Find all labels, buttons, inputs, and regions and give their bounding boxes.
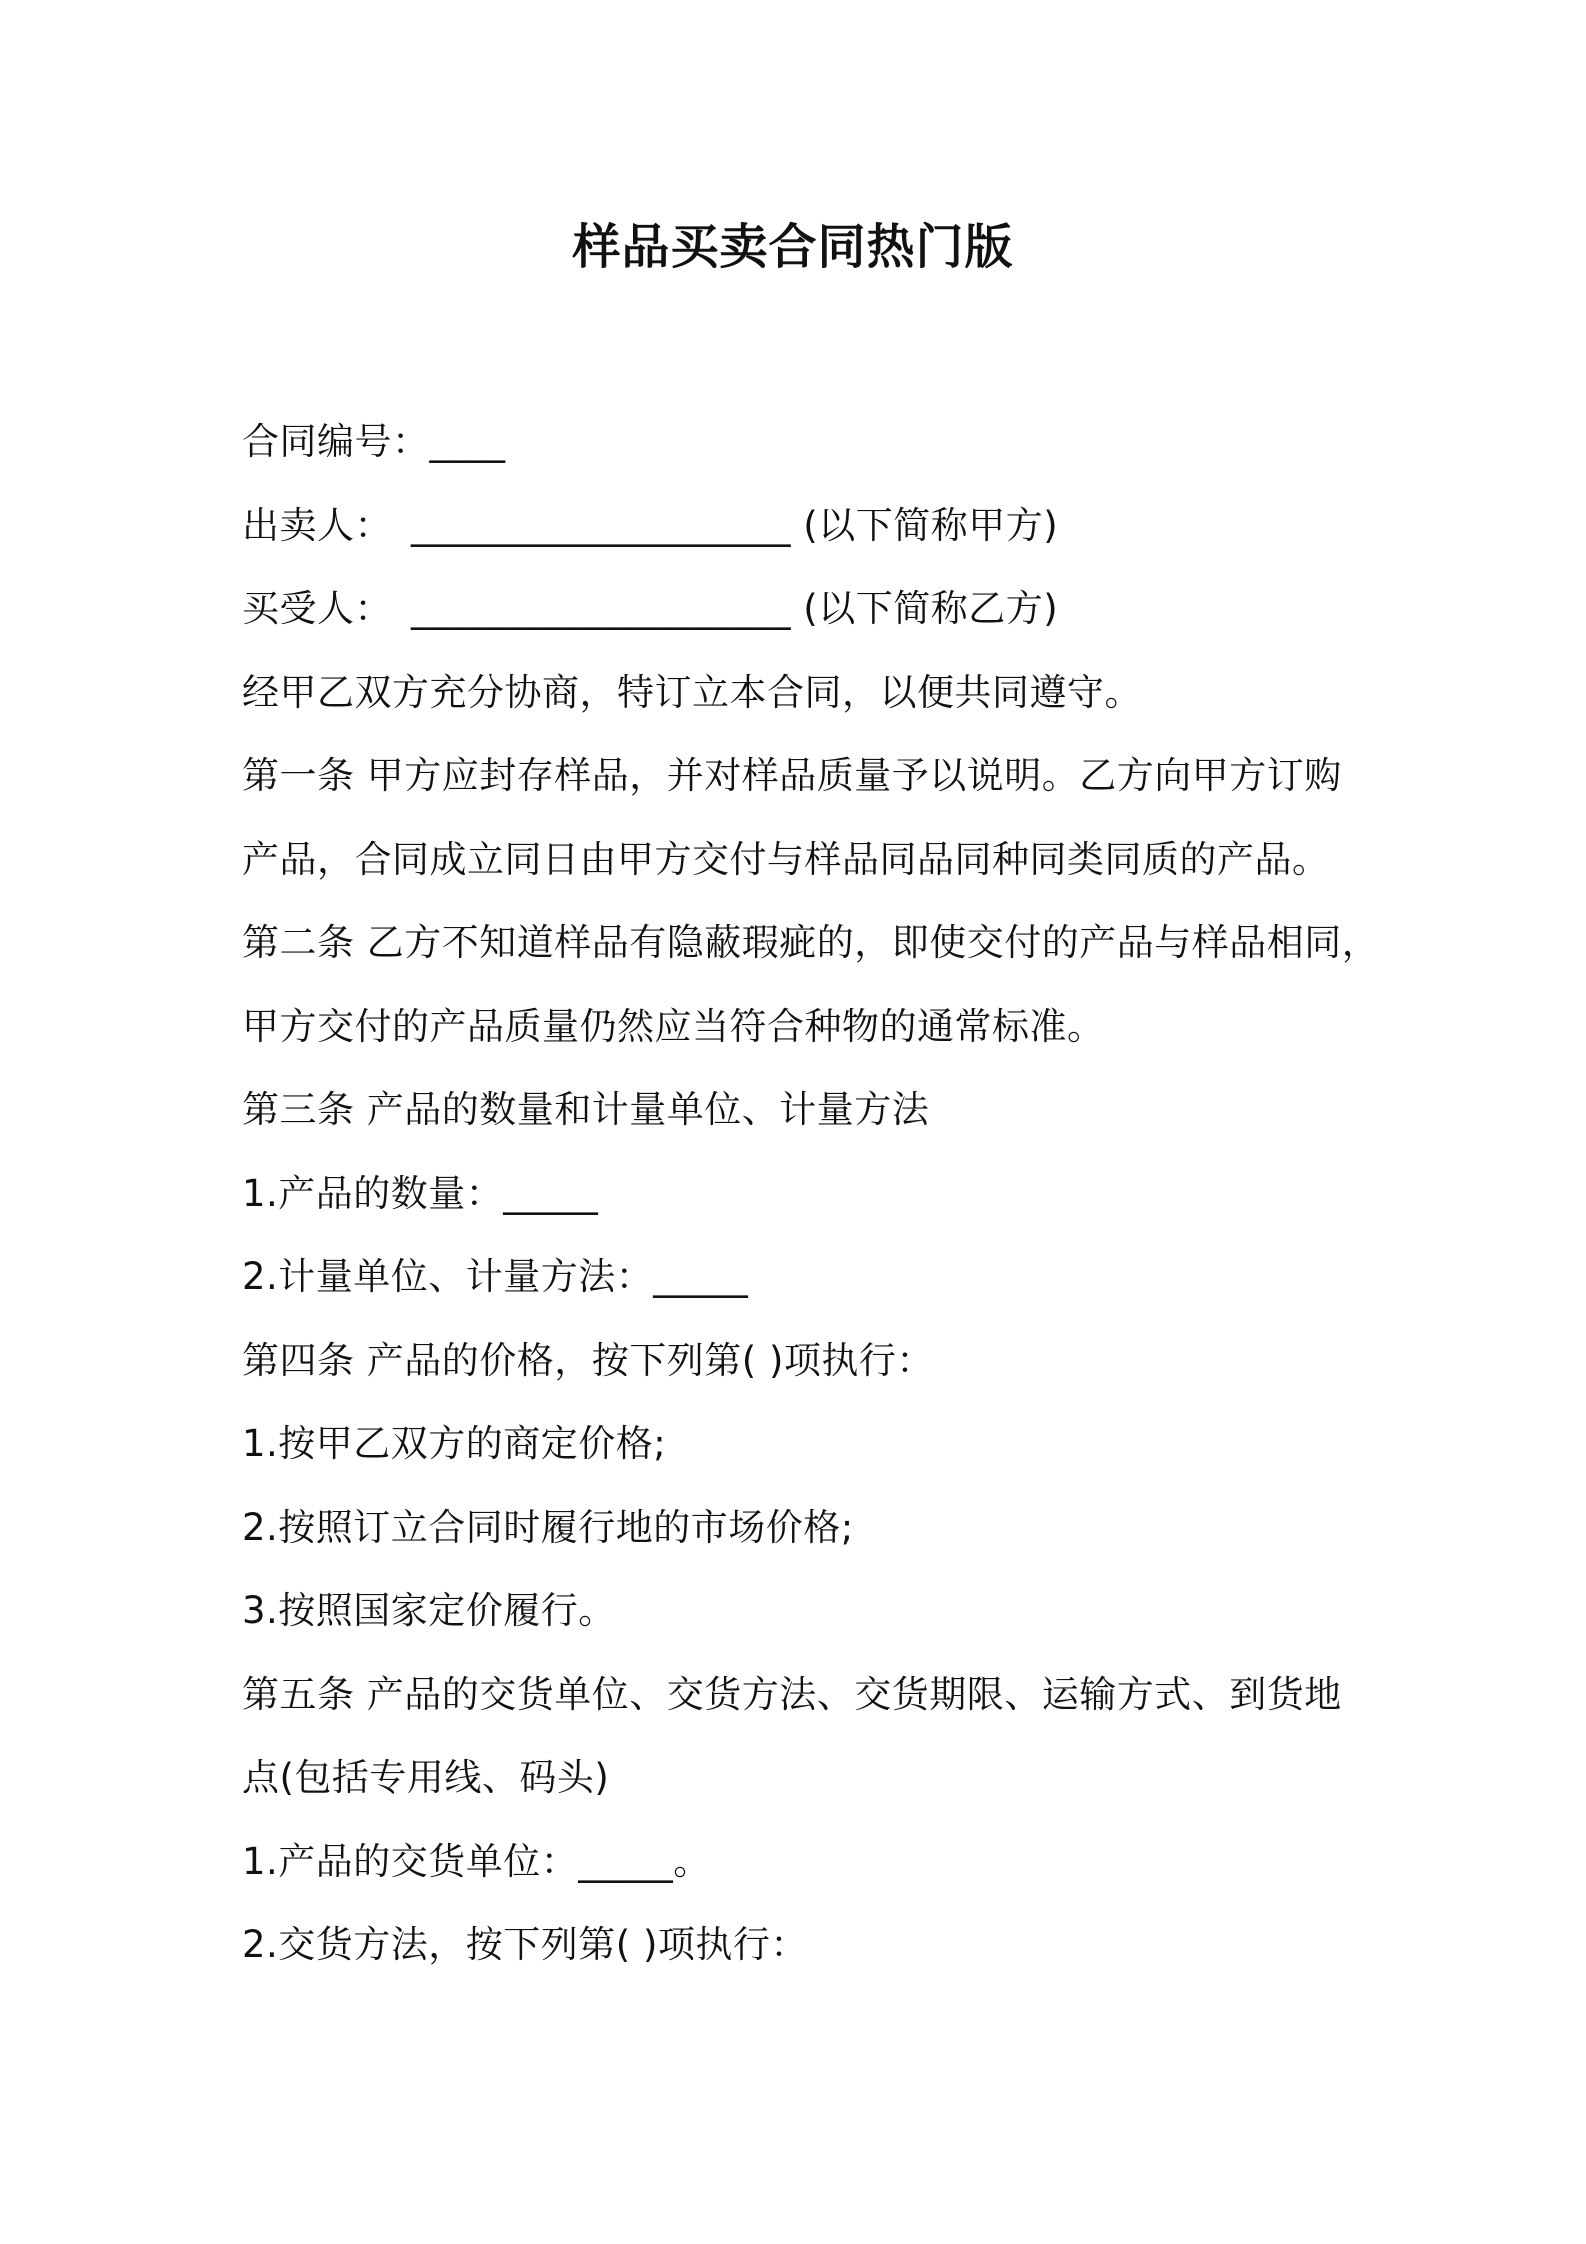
document-title: 样品买卖合同热门版 (572, 219, 1014, 275)
contract-number-line: 合同编号：____ (242, 420, 506, 463)
article-5-item-1: 1.产品的交货单位：_____。 (242, 1839, 711, 1883)
article-1-line-1: 第一条 甲方应封存样品，并对样品质量予以说明。乙方向甲方订购 (242, 754, 1342, 797)
seller-line: 出卖人： ____________________ (以下简称甲方) (242, 503, 1059, 547)
article-4-item-2: 2.按照订立合同时履行地的市场价格; (242, 1505, 854, 1549)
article-3-heading: 第三条 产品的数量和计量单位、计量方法 (242, 1088, 930, 1131)
article-5-heading-line-2: 点(包括专用线、码头) (242, 1756, 610, 1799)
article-5-item-2: 2.交货方法，按下列第( )项执行： (242, 1923, 808, 1966)
preamble-line: 经甲乙双方充分协商，特订立本合同，以便共同遵守。 (242, 670, 1142, 714)
article-4-item-1: 1.按甲乙双方的商定价格; (242, 1422, 667, 1465)
article-4-heading: 第四条 产品的价格，按下列第( )项执行： (242, 1338, 934, 1382)
document-body (242, 400, 1382, 1987)
article-2-line-2: 甲方交付的产品质量仍然应当符合种物的通常标准。 (242, 1004, 1105, 1048)
article-2-line-1: 第二条 乙方不知道样品有隐蔽瑕疵的，即使交付的产品与样品相同， (242, 921, 1380, 964)
article-4-item-3: 3.按照国家定价履行。 (242, 1589, 616, 1632)
article-3-item-1: 1.产品的数量：_____ (242, 1171, 599, 1215)
buyer-line: 买受人： ____________________ (以下简称乙方) (242, 587, 1059, 630)
article-5-heading-line-1: 第五条 产品的交货单位、交货方法、交货期限、运输方式、到货地 (242, 1672, 1342, 1716)
article-1-line-2: 产品，合同成立同日由甲方交付与样品同品同种同类同质的产品。 (242, 837, 1330, 881)
article-3-item-2: 2.计量单位、计量方法：_____ (242, 1255, 749, 1298)
